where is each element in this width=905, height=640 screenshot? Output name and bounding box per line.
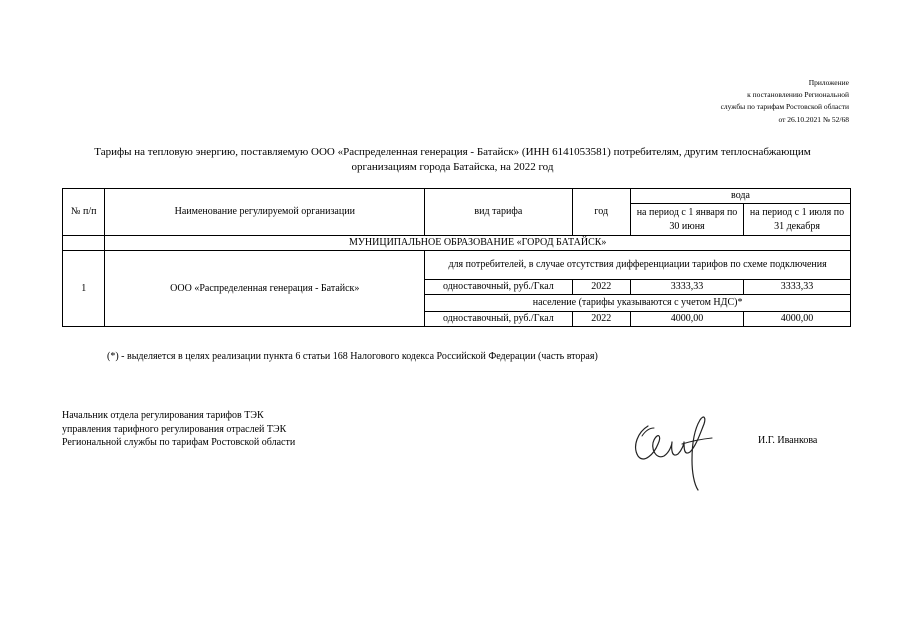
year-cell: 2022: [572, 280, 631, 295]
tariff-type-cell: одноставочный, руб./Гкал: [425, 312, 572, 327]
header-period-1: на период с 1 января по 30 июня: [631, 204, 744, 236]
header-water: вода: [631, 189, 851, 204]
year-cell: 2022: [572, 312, 631, 327]
period-1-value: 4000,00: [631, 312, 744, 327]
header-period-2: на период с 1 июля по 31 декабря: [744, 204, 851, 236]
appendix-line: от 26.10.2021 № 52/68: [778, 114, 849, 124]
header-year: год: [572, 189, 631, 236]
header-number: № п/п: [63, 189, 105, 236]
footnote: (*) - выделяется в целях реализации пункта 6 статьи 168 Налогового кодекса Российской Федерации (часть вторая): [107, 351, 598, 362]
title-line-2: организациям города Батайска, на 2022 год: [351, 160, 554, 173]
header-tariff-type: вид тарифа: [425, 189, 572, 236]
section-number-cell: [63, 236, 105, 251]
signer-title-line: управления тарифного регулирования отраслей ТЭК: [62, 423, 287, 435]
document-title: [70, 145, 835, 174]
group-label-population: население (тарифы указываются с учетом НДС)*: [425, 295, 851, 312]
row-number: 1: [63, 251, 105, 327]
tariff-type-cell: одноставочный, руб./Гкал: [425, 280, 572, 295]
handwritten-signature: [620, 398, 730, 493]
signer-name: И.Г. Иванкова: [758, 435, 818, 446]
appendix-line: службы по тарифам Ростовской области: [720, 102, 849, 112]
group-label-consumers: для потребителей, в случае отсутствия дифференциации тарифов по схеме подключения: [425, 251, 851, 280]
organization-name: ООО «Распределенная генерация - Батайск»: [105, 251, 425, 327]
title-line-1: Тарифы на тепловую энергию, поставляемую ООО «Распределенная генерация - Батайск» (ИНН 6141053581) потребителям, другим теплоснабжающим: [94, 146, 811, 158]
period-1-value: 3333,33: [631, 280, 744, 295]
tariff-table: [62, 188, 851, 327]
signer-title-line: Начальник отдела регулирования тарифов ТЭК: [62, 410, 264, 421]
header-organization: Наименование регулируемой организации: [105, 189, 425, 236]
signer-block: [62, 409, 295, 450]
signer-title-line: Региональной службы по тарифам Ростовской области: [62, 437, 296, 448]
appendix-line: к постановлению Региональной: [747, 90, 849, 100]
period-2-value: 4000,00: [744, 312, 851, 327]
appendix-header: [721, 77, 849, 126]
section-municipality: МУНИЦИПАЛЬНОЕ ОБРАЗОВАНИЕ «ГОРОД БАТАЙСК»: [105, 236, 851, 251]
appendix-line: Приложение: [808, 78, 849, 87]
period-2-value: 3333,33: [744, 280, 851, 295]
